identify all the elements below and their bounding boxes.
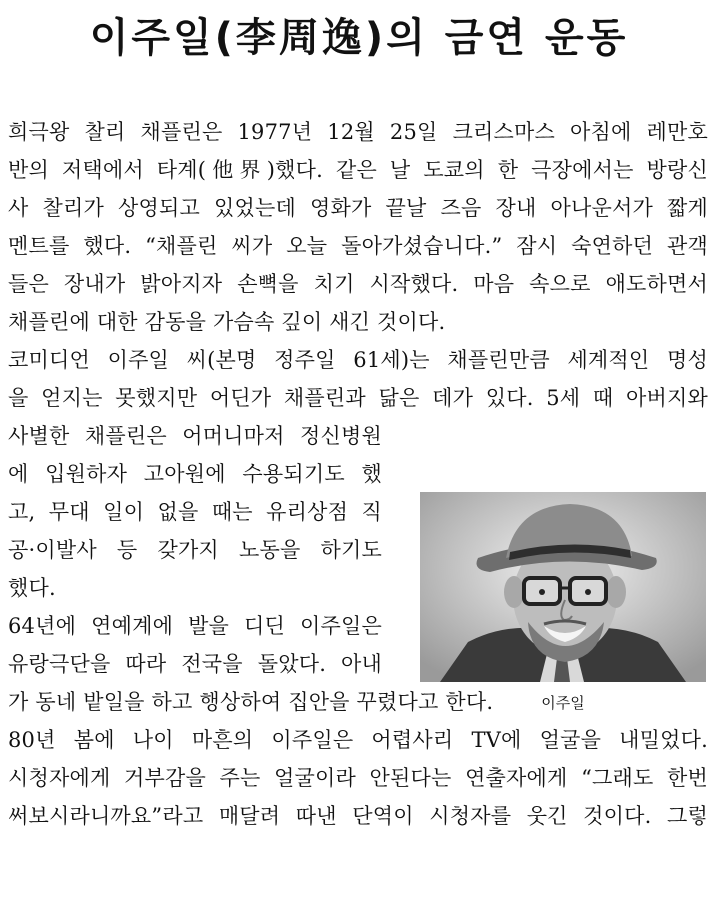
body-line-14: 64년에 연예계에 발을 디딘 이주일은 — [8, 614, 382, 638]
page-title: 이주일(李周逸)의 금연 운동 — [89, 15, 629, 61]
body-line-11: 고, 무대 일이 없을 때는 유리상점 직 — [8, 500, 382, 524]
body-line-1: 희극왕 찰리 채플린은 1977년 12월 25일 크리스마스 아침에 레만호 — [8, 120, 708, 144]
body-line-12: 공·이발사 등 갖가지 노동을 하기도 — [8, 538, 382, 562]
body-line-19: 써보시라니까요”라고 매달려 따낸 단역이 시청자를 웃긴 것이다. 그렇 — [8, 804, 708, 828]
body-line-18: 시청자에게 거부감을 주는 얼굴이라 안된다는 연출자에게 “그래도 한번 — [8, 766, 708, 790]
body-line-15: 유랑극단을 따라 전국을 돌았다. 아내 — [8, 652, 382, 676]
body-line-10: 에 입원하자 고아원에 수용되기도 했 — [8, 462, 382, 486]
body-line-8: 을 얻지는 못했지만 어딘가 채플린과 닮은 데가 있다. 5세 때 아버지와 — [8, 386, 708, 410]
body-line-13: 했다. — [8, 576, 56, 600]
body-line-7: 코미디언 이주일 씨(본명 정주일 61세)는 채플린만큼 세계적인 명성 — [8, 348, 708, 372]
photo-caption: 이주일 — [541, 694, 585, 712]
body-line-9: 사별한 채플린은 어머니마저 정신병원 — [8, 424, 382, 448]
body-line-6: 채플린에 대한 감동을 가슴속 깊이 새긴 것이다. — [8, 310, 446, 334]
body-line-5: 들은 장내가 밝아지자 손뼉을 치기 시작했다. 마음 속으로 애도하면서 — [8, 272, 708, 296]
portrait-photo — [420, 492, 706, 682]
body-line-4: 멘트를 했다. “채플린 씨가 오늘 돌아가셨습니다.” 잠시 숙연하던 관객 — [8, 234, 708, 258]
body-line-17: 80년 봄에 나이 마흔의 이주일은 어렵사리 TV에 얼굴을 내밀었다. — [8, 728, 708, 752]
body-line-3: 사 찰리가 상영되고 있었는데 영화가 끝날 즈음 장내 아나운서가 짧게 — [8, 196, 708, 220]
body-line-16: 가 동네 밭일을 하고 행상하여 집안을 꾸렸다고 한다. — [8, 690, 494, 714]
body-line-2: 반의 저택에서 타계(他界)했다. 같은 날 도쿄의 한 극장에서는 방랑신 — [8, 158, 708, 182]
portrait-illustration — [420, 492, 706, 682]
